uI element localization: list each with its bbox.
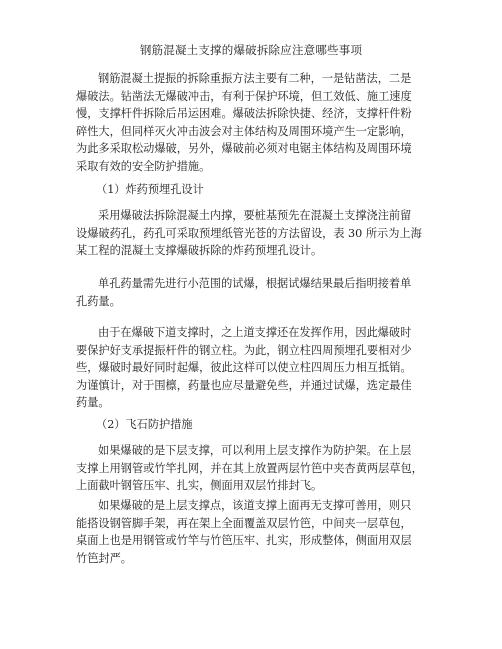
text-line: 上面截叶钢管压牢、扎实，侧面用双层竹排封飞。 <box>76 479 323 492</box>
text-line: 某工程的混凝土支撑爆破拆除的炸药预埋孔设计。 <box>76 244 323 257</box>
text-line: 竹笆封严。 <box>76 551 132 565</box>
text-line: 设爆破药孔，药孔可采取预埋纸管光苍的方法留设，表 30 所示为上海 <box>76 226 422 240</box>
text-line: 由于在爆破下道支撑时，之上道支撑还在发挥作用，因此爆破时 <box>98 326 412 339</box>
text-line: 钢筋混凝土提振的拆除重振方法主要有二种，一是钻凿法，二是 <box>98 72 412 85</box>
text-line: 爆破法。钻凿法无爆破冲击，有利于保护环境，但工效低、施工速度 <box>76 89 412 103</box>
paragraph <box>76 207 438 260</box>
paragraph <box>76 275 438 310</box>
paragraph <box>76 324 438 412</box>
text-line: 支撑上用钢管或竹竿扎网，并在其上放置两层竹笆中夹杏黄两层草包， <box>76 461 423 475</box>
text-line: 些，爆破时最好同时起爆，彼此这样可以使立柱四周压力相互抵销。 <box>76 361 412 374</box>
text-line: 为此多采取松动爆破，另外，爆破前必须对电锯主体结构及周围环境 <box>76 142 412 155</box>
paragraph <box>76 497 438 567</box>
text-line: 能搭设钢管脚手架，再在架上全面覆盖双层竹笆，中间夹一层草包， <box>76 516 412 530</box>
text-line: 采用爆破法拆除混凝土内撑，要桩基预先在混凝土支撑浇注前留 <box>98 209 412 222</box>
section-heading: （2）飞石防护措施 <box>96 418 193 431</box>
paragraph <box>76 442 438 495</box>
text-line: 药量。 <box>76 396 110 409</box>
text-line: 单孔药量需先进行小范围的试爆，根据试爆结果最后指明接着单 <box>98 277 412 290</box>
text-line: 采取有效的安全防护措施。 <box>76 159 211 173</box>
text-line: 为谨慎计，对于围檩，药量也应尽量避免些，并通过试爆，选定最佳 <box>76 378 412 392</box>
text-line: 如果爆破的是上层支撑点，该道支撑上面再无支撑可善用，则只 <box>98 499 412 512</box>
paragraph <box>76 70 438 175</box>
text-line: 要保护好支承提振杆件的钢立柱。为此，钢立柱四周预埋孔要相对少 <box>76 343 412 357</box>
text-line: 碎性大，但同样灭火冲击波会对主体结构及周围环境产生一定影响， <box>76 124 412 138</box>
text-line: 如果爆破的是下层支撑，可以利用上层支撑作为防护架。在上层 <box>98 444 412 457</box>
text-line: 慢，支撑杆件拆除后吊运困难。爆破法拆除快捷、经济，支撑杆件粉 <box>76 107 412 120</box>
section-heading: （1）炸药预埋孔设计 <box>96 183 204 196</box>
text-line: 桌面上也是用钢管或竹竿与竹笆压牢、扎实，形成整体，侧面用双层 <box>76 534 412 547</box>
document-title: 钢筋混凝土支撑的爆破拆除应注意哪些事项 <box>139 43 363 57</box>
text-line: 孔药量。 <box>76 294 121 308</box>
